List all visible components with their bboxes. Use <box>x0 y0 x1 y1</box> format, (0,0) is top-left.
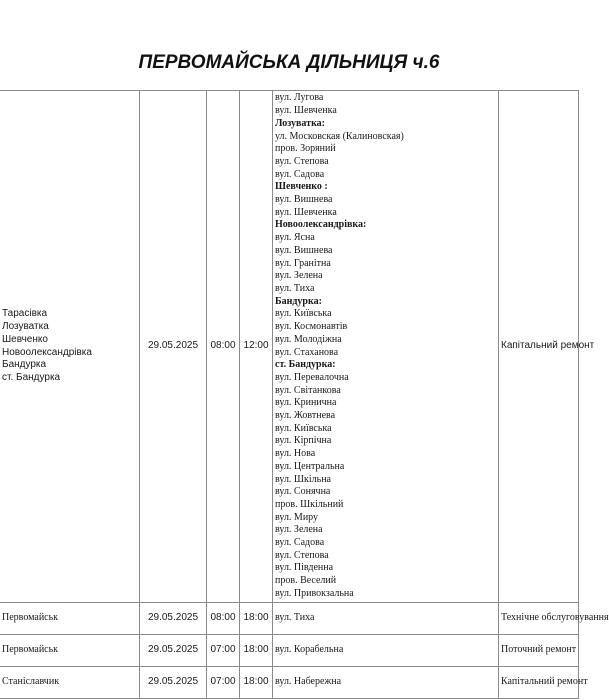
settlement-heading: Лозуватка: <box>275 117 326 129</box>
street-name: вул. Перевалочна <box>275 371 349 383</box>
start-time-cell: 08:00 <box>207 603 240 635</box>
streets-cell <box>273 667 499 699</box>
street-name: вул. Шевченка <box>275 105 337 117</box>
street-name: вул. Київська <box>275 308 332 320</box>
locations-cell <box>0 603 140 635</box>
work-type-cell: Капітальний ремонт <box>499 667 579 699</box>
end-time-cell: 18:00 <box>240 667 273 699</box>
table-row <box>0 667 579 699</box>
start-time-cell: 08:00 <box>207 91 240 603</box>
location-name: Шевченко <box>2 333 48 345</box>
street-name: вул. Набережна <box>275 676 342 688</box>
street-name: вул. Молодіжна <box>275 333 342 345</box>
street-name: вул. Зелена <box>275 524 323 536</box>
date-cell: 29.05.2025 <box>140 603 207 635</box>
street-name: вул. Центральна <box>275 460 345 472</box>
street-name: пров. Шкільний <box>275 498 344 510</box>
street-name: вул. Корабельна <box>275 644 344 656</box>
street-name: пров. Веселий <box>275 575 337 587</box>
street-name: вул. Тиха <box>275 282 315 294</box>
location-name: Тарасівка <box>2 308 48 320</box>
street-name: вул. Сонячна <box>275 486 331 498</box>
location-name: Лозуватка <box>2 321 49 333</box>
end-time-cell: 18:00 <box>240 635 273 667</box>
street-name: вул. Степова <box>275 155 329 167</box>
street-name: вул. Садова <box>275 537 325 549</box>
date-cell: 29.05.2025 <box>140 635 207 667</box>
street-name: вул. Степова <box>275 549 329 561</box>
table-row <box>0 603 579 635</box>
table-row <box>0 635 579 667</box>
street-name: вул. Жовтнева <box>275 410 336 422</box>
end-time-cell: 18:00 <box>240 603 273 635</box>
street-name: вул. Кірпічна <box>275 435 332 447</box>
work-type-cell: Капітальний ремонт <box>499 91 579 603</box>
location-name: Новоолександрівка <box>2 346 92 358</box>
street-name: вул. Космонавтів <box>275 321 348 333</box>
street-name: ул. Московская (Калиновская) <box>275 130 404 142</box>
settlement-heading: Шевченко : <box>275 181 328 193</box>
street-name: вул. Вишнева <box>275 194 333 206</box>
location-name: Первомайськ <box>2 612 59 624</box>
date-cell: 29.05.2025 <box>140 91 207 603</box>
street-name: вул. Тиха <box>275 612 315 624</box>
locations-cell <box>0 635 140 667</box>
work-type-cell: Технічне обслуговування <box>499 603 579 635</box>
location-name: Первомайськ <box>2 644 59 656</box>
location-name: Бандурка <box>2 359 47 371</box>
street-name: вул. Стаханова <box>275 346 339 358</box>
streets-cell <box>273 635 499 667</box>
end-time-cell: 12:00 <box>240 91 273 603</box>
settlement-heading: Новоолександрівка: <box>275 219 367 231</box>
streets-cell <box>273 91 499 603</box>
street-name: вул. Привокзальна <box>275 587 354 599</box>
street-name: вул. Лугова <box>275 92 324 104</box>
locations-cell <box>0 667 140 699</box>
street-name: вул. Нова <box>275 448 316 460</box>
work-type-cell: Поточний ремонт <box>499 635 579 667</box>
settlement-heading: ст. Бандурка: <box>275 359 336 371</box>
street-name: вул. Вишнева <box>275 244 333 256</box>
outage-schedule-table <box>0 90 609 699</box>
street-name: пров. Зоряний <box>275 143 336 155</box>
settlement-heading: Бандурка: <box>275 295 322 307</box>
locations-cell <box>0 91 140 603</box>
table-row <box>0 91 579 603</box>
street-name: вул. Зелена <box>275 270 323 282</box>
street-name: вул. Миру <box>275 511 319 523</box>
street-name: вул. Гранітна <box>275 257 331 269</box>
location-name: Станіславчик <box>2 676 60 688</box>
start-time-cell: 07:00 <box>207 667 240 699</box>
street-name: вул. Київська <box>275 422 332 434</box>
street-name: вул. Шевченка <box>275 206 337 218</box>
street-name: вул. Світанкова <box>275 384 341 396</box>
start-time-cell: 07:00 <box>207 635 240 667</box>
street-name: вул. Ясна <box>275 232 315 244</box>
location-name: ст. Бандурка <box>2 371 61 383</box>
page-title: ПЕРВОМАЙСЬКА ДІЛЬНИЦЯ ч.6 <box>138 52 440 73</box>
streets-cell <box>273 603 499 635</box>
street-name: вул. Садова <box>275 168 325 180</box>
street-name: вул. Південна <box>275 562 334 574</box>
street-name: вул. Шкільна <box>275 473 331 485</box>
date-cell: 29.05.2025 <box>140 667 207 699</box>
street-name: вул. Кринична <box>275 397 337 409</box>
